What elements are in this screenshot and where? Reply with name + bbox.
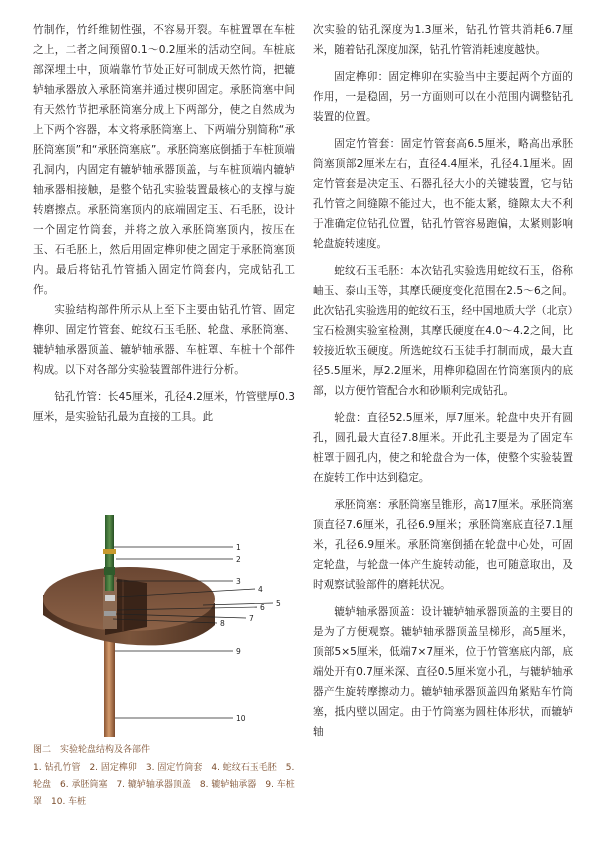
callout-label: 5 xyxy=(276,599,281,608)
paragraph: 次实验的钻孔深度为1.3厘米，钻孔竹管共消耗6.7厘米，随着钻孔深度加深，钻孔竹管消耗速度越快。 xyxy=(313,24,573,56)
left-text-column xyxy=(33,20,295,427)
callout-label: 10 xyxy=(236,714,246,723)
callout-label: 1 xyxy=(236,543,241,552)
paragraph: 竹制作，竹纤维韧性强，不容易开裂。车桩置罩在车桩之上，二者之间预留0.1～0.2厘米的活动空间。车桩底部深埋土中，顶端靠竹节处正好可制成天然竹筒，把辘轳轴承器放入承胚筒塞并通过楔卯固定。承胚筒塞中间有天然竹节把承胚筒塞分成上下两部分，使之自然成为上下两个容器，本文将承胚筒塞上、下两端分别简称“承胚筒塞顶”和“承胚筒塞底”。承胚筒塞底倒插于车桩顶端孔洞内，内固定有辘轳轴承器顶盖，与车桩顶端内辘轳轴承器相接触，是整个钻孔实验装置最核心的支撑与旋转磨擦点。承胚筒塞顶内的底端固定玉、石毛胚，设计一个固定竹筒套，并将之放入承胚筒塞顶内，按压在玉、石毛胚上，然后用固定榫卯使之固定于承胚筒塞顶内。最后将钻孔竹管插入固定竹筒套内，完成钻孔工作。 xyxy=(33,24,295,296)
callout-label: 9 xyxy=(236,647,241,656)
paragraph: 承胚筒塞：承胚筒塞呈锥形，高17厘米。承胚筒塞顶直径7.6厘米，孔径6.9厘米；承胚筒塞底直径7.1厘米，孔径6.9厘米。承胚筒塞倒插在轮盘中心处，可固定轮盘，与轮盘一体产生旋转动能，也可随意取出，及时观察试验部件的磨耗状况。 xyxy=(313,499,573,591)
figure-caption-items: 1. 钻孔竹管 2. 固定榫卯 3. 固定竹筒套 4. 蛇纹石玉毛胚 5. 轮盘 6. 承胚筒塞 7. 辘轳轴承器顶盖 8. 辘轳轴承器 9. 车桩罩 10. 车桩 xyxy=(33,763,295,807)
figure-caption-title: 图二 实验轮盘结构及各部件 xyxy=(33,745,151,755)
paragraph: 轮盘：直径52.5厘米，厚7厘米。轮盘中央开有圆孔，圆孔最大直径7.8厘米。开此孔主要是为了固定车桩罩于圆孔内，使之和轮盘合为一体，使整个实验装置在旋转工作中达到稳定。 xyxy=(313,412,573,484)
paragraph: 辘轳轴承器顶盖：设计辘轳轴承器顶盖的主要目的是为了方便观察。辘轳轴承器顶盖呈梯形，高5厘米，顶部5×5厘米，低端7×7厘米，位于竹管塞底内部，底端处开有0.7厘米深、直径0.5厘米宽小孔，与辘轳轴承器产生旋转摩擦动力。辘轳轴承器顶盖四角紧贴车竹筒塞，抵内壁以固定。由于竹筒塞为圆柱体形状，而辘轳轴 xyxy=(313,606,573,738)
callout-label: 4 xyxy=(258,585,263,594)
paragraph: 钻孔竹管：长45厘米，孔径4.2厘米，竹管壁厚0.3厘米，是实验钻孔最为直接的工具。此 xyxy=(33,391,295,423)
wheel-structure-figure xyxy=(33,515,295,737)
callout-label: 3 xyxy=(236,577,241,586)
callout-label: 2 xyxy=(236,555,241,564)
paragraph: 固定榫卯：固定榫卯在实验当中主要起两个方面的作用，一是稳固，另一方面则可以在小范围内调整钻孔装置的位置。 xyxy=(313,71,573,123)
paragraph: 实验结构部件所示从上至下主要由钻孔竹管、固定榫卯、固定竹管套、蛇纹石玉毛胚、轮盘、承胚筒塞、辘轳轴承器顶盖、辘轳轴承器、车桩罩、车桩十个部件构成。以下对各部分实验装置部件进行分析。 xyxy=(33,304,295,376)
paragraph: 蛇纹石玉毛胚：本次钻孔实验选用蛇纹石玉，俗称岫玉、泰山玉等，其摩氏硬度变化范围在2.5～6之间。此次钻孔实验选用的蛇纹石玉，经中国地质大学（北京）宝石检测实验室检测，其摩氏硬度在4.0～4.2之间，比较接近软玉硬度。所选蛇纹石玉徒手打制而成，最大直径5.5厘米，厚2.2厘米，用榫卯稳固在竹筒塞顶内的底部，以方便竹管配合水和砂顺利完成钻孔。 xyxy=(313,265,573,397)
callout-label: 8 xyxy=(220,619,225,628)
paragraph: 固定竹管套：固定竹管套高6.5厘米，略高出承胚筒塞顶部2厘米左右，直径4.4厘米，孔径4.1厘米。固定竹管套是决定玉、石器孔径大小的关键装置，它与钻孔竹管之间缝隙不能过大，也不能太紧，缝隙太大不利于准确定位钻孔位置，钻孔竹管容易跑偏，太紧则影响轮盘旋转速度。 xyxy=(313,138,573,250)
right-text-column xyxy=(313,20,573,742)
callout-label: 6 xyxy=(260,603,265,612)
callout-label: 7 xyxy=(249,614,254,623)
